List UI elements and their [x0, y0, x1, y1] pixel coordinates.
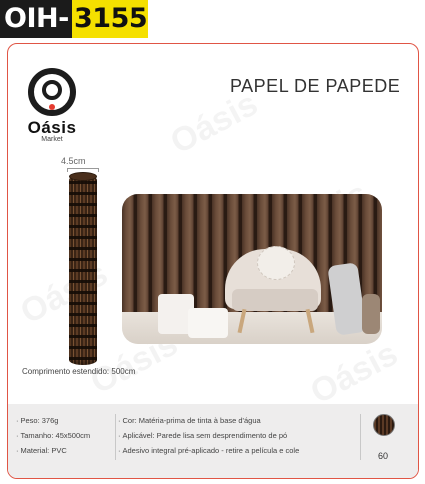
- vase: [362, 294, 380, 334]
- spec-list-details: [118, 413, 299, 458]
- divider: [360, 414, 361, 460]
- divider: [115, 414, 116, 460]
- product-code-number: 3155: [72, 0, 148, 38]
- product-code-badge: [0, 0, 148, 38]
- roll-width-label: 4.5cm: [61, 156, 86, 166]
- spec-list-basic: [16, 413, 90, 458]
- spec-size: · Tamanho: 45x500cm: [16, 428, 90, 443]
- brand-name: Oásis: [27, 118, 77, 137]
- product-card: [7, 43, 419, 479]
- pillow: [257, 246, 295, 280]
- spec-footer: [8, 404, 418, 479]
- color-swatch-icon: [373, 414, 395, 436]
- armchair-seat: [232, 289, 318, 311]
- extended-length-label: Comprimento estendido: 500cm: [22, 367, 136, 376]
- spec-material: · Material: PVC: [16, 443, 90, 458]
- brand-logo: [22, 68, 82, 143]
- logo-mark-icon: [28, 68, 76, 116]
- spec-color: · Cor: Matéria-prima de tinta à base d'água: [118, 413, 299, 428]
- watermark: [304, 335, 404, 413]
- spec-applicable: · Aplicável: Parede lisa sem desprendimento de pó: [118, 428, 299, 443]
- product-title: PAPEL DE PAPEDE: [230, 76, 401, 96]
- swatch-label: 60: [378, 451, 389, 461]
- product-code-prefix: OIH-: [0, 0, 72, 38]
- spec-adhesive: · Adesivo integral pré-aplicado - retire a película e cole: [118, 443, 299, 458]
- watermark: [14, 255, 114, 333]
- side-table: [188, 308, 228, 338]
- room-preview-photo: [122, 194, 382, 344]
- spec-weight: · Peso: 376g: [16, 413, 90, 428]
- brand-tagline: Market: [41, 136, 63, 143]
- wallpaper-roll-image: [69, 175, 97, 365]
